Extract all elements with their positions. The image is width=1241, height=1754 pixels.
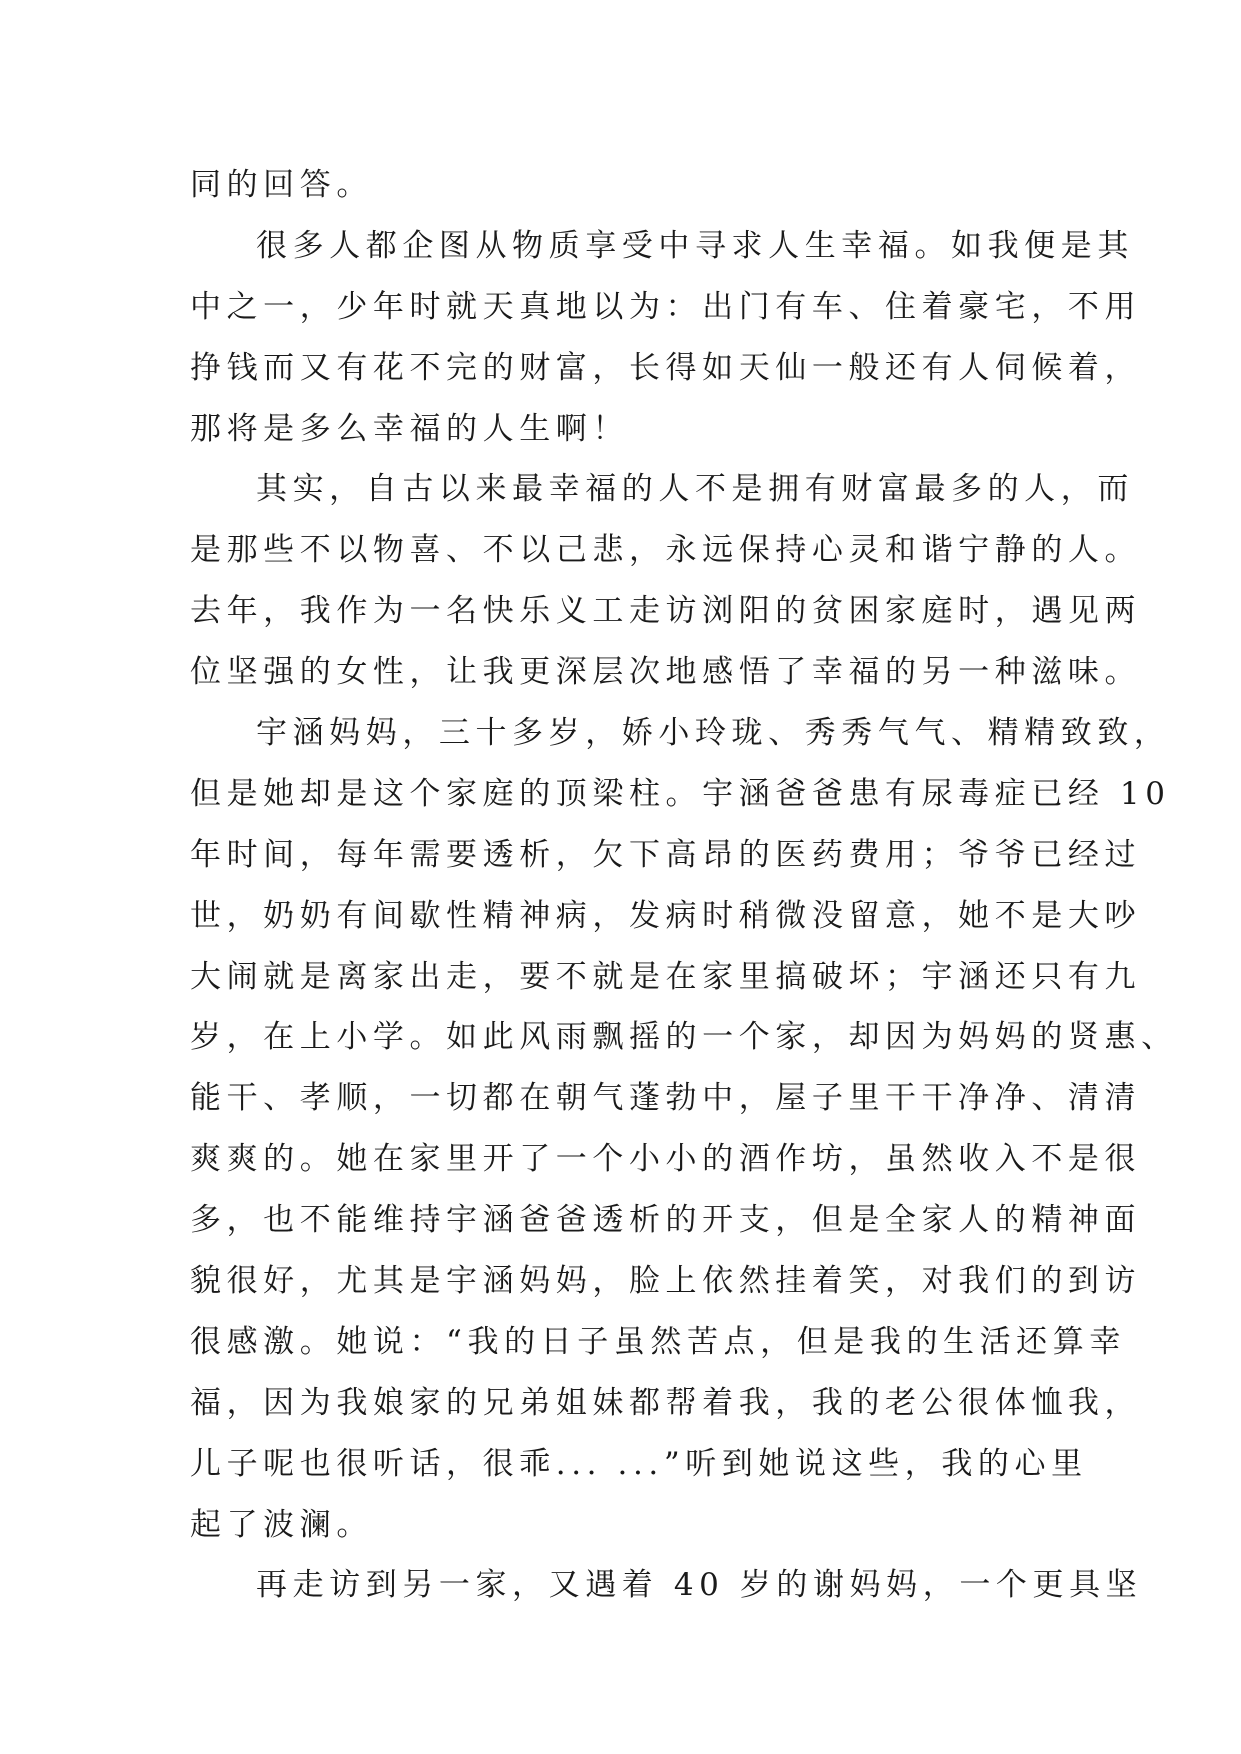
text-line: 是那些不以物喜、不以己悲，永远保持心灵和谐宁静的人。 xyxy=(190,532,1142,569)
text-line: 貌很好，尤其是宇涵妈妈，脸上依然挂着笑，对我们的到访 xyxy=(190,1263,1142,1300)
text-line: 爽爽的。她在家里开了一个小小的酒作坊，虽然收入不是很 xyxy=(190,1141,1142,1178)
paragraph-start-line: 宇涵妈妈，三十多岁，娇小玲珑、秀秀气气、精精致致， xyxy=(256,715,1171,752)
text-line: 福，因为我娘家的兄弟姐妹都帮着我，我的老公很体恤我， xyxy=(190,1384,1142,1421)
text-line: 很感激。她说：“我的日子虽然苦点，但是我的生活还算幸 xyxy=(190,1323,1126,1360)
text-line: 同的回答。 xyxy=(190,167,373,203)
text-line: 多，也不能维持宇涵爸爸透析的开支，但是全家人的精神面 xyxy=(190,1202,1142,1239)
document-body xyxy=(190,155,1178,1616)
text-line: 儿子呢也很听话，很乖... ...”听到她说这些，我的心里 xyxy=(190,1445,1088,1482)
text-line: 那将是多么幸福的人生啊！ xyxy=(190,410,629,447)
text-line: 但是她却是这个家庭的顶梁柱。宇涵爸爸患有尿毒症已经 10 xyxy=(190,775,1171,812)
text-line: 世，奶奶有间歇性精神病，发病时稍微没留意，她不是大吵 xyxy=(190,897,1142,934)
paragraph-start-line: 其实，自古以来最幸福的人不是拥有财富最多的人，而 xyxy=(256,471,1134,508)
text-line: 去年，我作为一名快乐义工走访浏阳的贫困家庭时，遇见两 xyxy=(190,593,1142,630)
text-line: 岁，在上小学。如此风雨飘摇的一个家，却因为妈妈的贤惠、 xyxy=(190,1019,1178,1056)
text-line: 大闹就是离家出走，要不就是在家里搞破坏；宇涵还只有九 xyxy=(190,958,1142,995)
paragraph-start-line: 很多人都企图从物质享受中寻求人生幸福。如我便是其 xyxy=(256,227,1134,264)
text-line: 能干、孝顺，一切都在朝气蓬勃中，屋子里干干净净、清清 xyxy=(190,1080,1142,1117)
text-line: 起了波澜。 xyxy=(190,1506,373,1543)
paragraph-start-line: 再走访到另一家，又遇着 40 岁的谢妈妈，一个更具坚 xyxy=(256,1567,1143,1604)
text-line: 位坚强的女性，让我更深层次地感悟了幸福的另一种滋味。 xyxy=(190,654,1142,691)
text-line: 年时间，每年需要透析，欠下高昂的医药费用；爷爷已经过 xyxy=(190,836,1142,873)
text-line: 挣钱而又有花不完的财富，长得如天仙一般还有人伺候着， xyxy=(190,349,1142,386)
text-line: 中之一，少年时就天真地以为：出门有车、住着豪宅，不用 xyxy=(190,288,1142,325)
